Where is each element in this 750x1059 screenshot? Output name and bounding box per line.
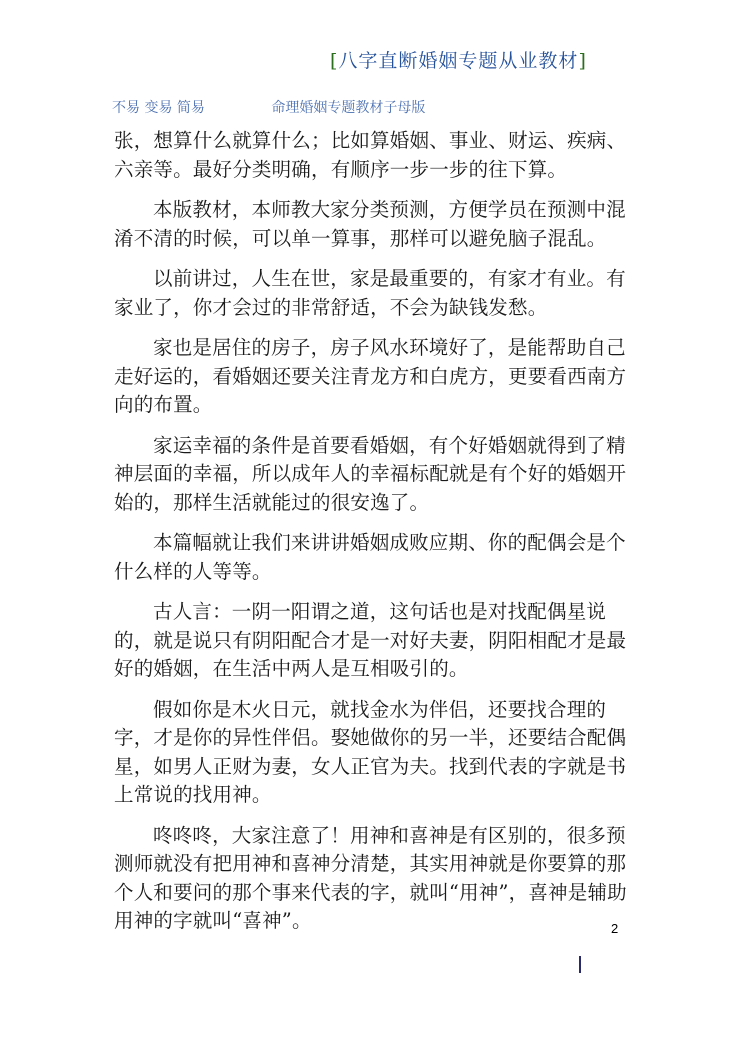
paragraph: 咚咚咚，大家注意了！用神和喜神是有区别的，很多预测师就没有把用神和喜神分清楚，其实用神就是你要算的那个人和要问的那个事来代表的字，就叫“用神”，喜神是辅助用神的字就叫“喜神”。	[114, 823, 627, 932]
paragraph: 本篇幅就让我们来讲讲婚姻成败应期、你的配偶会是个什么样的人等等。	[114, 531, 626, 583]
paragraph: 假如你是木火日元，就找金水为伴侣，还要找合理的字，才是你的异性伴侣。娶她做你的另一半，还要结合配偶星，如男人正财为妻，女人正官为夫。找到代表的字就是书上常说的找用神。	[114, 697, 627, 806]
header-title	[330, 46, 587, 73]
paragraph: 本版教材，本师教大家分类预测，方便学员在预测中混淆不清的时候，可以单一算事，那样可以避免脑子混乱。	[114, 198, 626, 250]
document-body	[114, 127, 634, 948]
header-bracket-open: [	[330, 50, 339, 72]
header-title-text: 八字直断婚姻专题从业教材	[338, 50, 579, 72]
paragraph: 张，想算什么就算什么；比如算婚姻、事业、财运、疾病、六亲等。最好分类明确，有顺序一步一步的往下算。	[114, 129, 627, 181]
header-bracket-close: ]	[578, 50, 587, 72]
paragraph: 古人言：一阴一阳谓之道，这句话也是对找配偶星说的，就是说只有阴阳配合才是一对好夫妻，阴阳相配才是最好的婚姻，在生活中两人是互相吸引的。	[114, 600, 627, 680]
paragraph: 家运幸福的条件是首要看婚姻，有个好婚姻就得到了精神层面的幸福，所以成年人的幸福标配就是有个好的婚姻开始的，那样生活就能过的很安逸了。	[114, 433, 627, 514]
text-cursor-bar	[579, 956, 581, 973]
page-number: 2	[611, 921, 619, 936]
subheader-left: 不易 变易 简易	[112, 100, 205, 116]
paragraph: 以前讲过，人生在世，家是最重要的，有家才有业。有家业了，你才会过的非常舒适，不会为缺钱发愁。	[114, 267, 626, 319]
paragraph: 家也是居住的房子，房子风水环境好了，是能帮助自己走好运的，看婚姻还要关注青龙方和白虎方，更要看西南方向的布置。	[114, 336, 627, 416]
subheader-right: 命理婚姻专题教材子母版	[271, 100, 426, 116]
subheader	[112, 97, 425, 117]
